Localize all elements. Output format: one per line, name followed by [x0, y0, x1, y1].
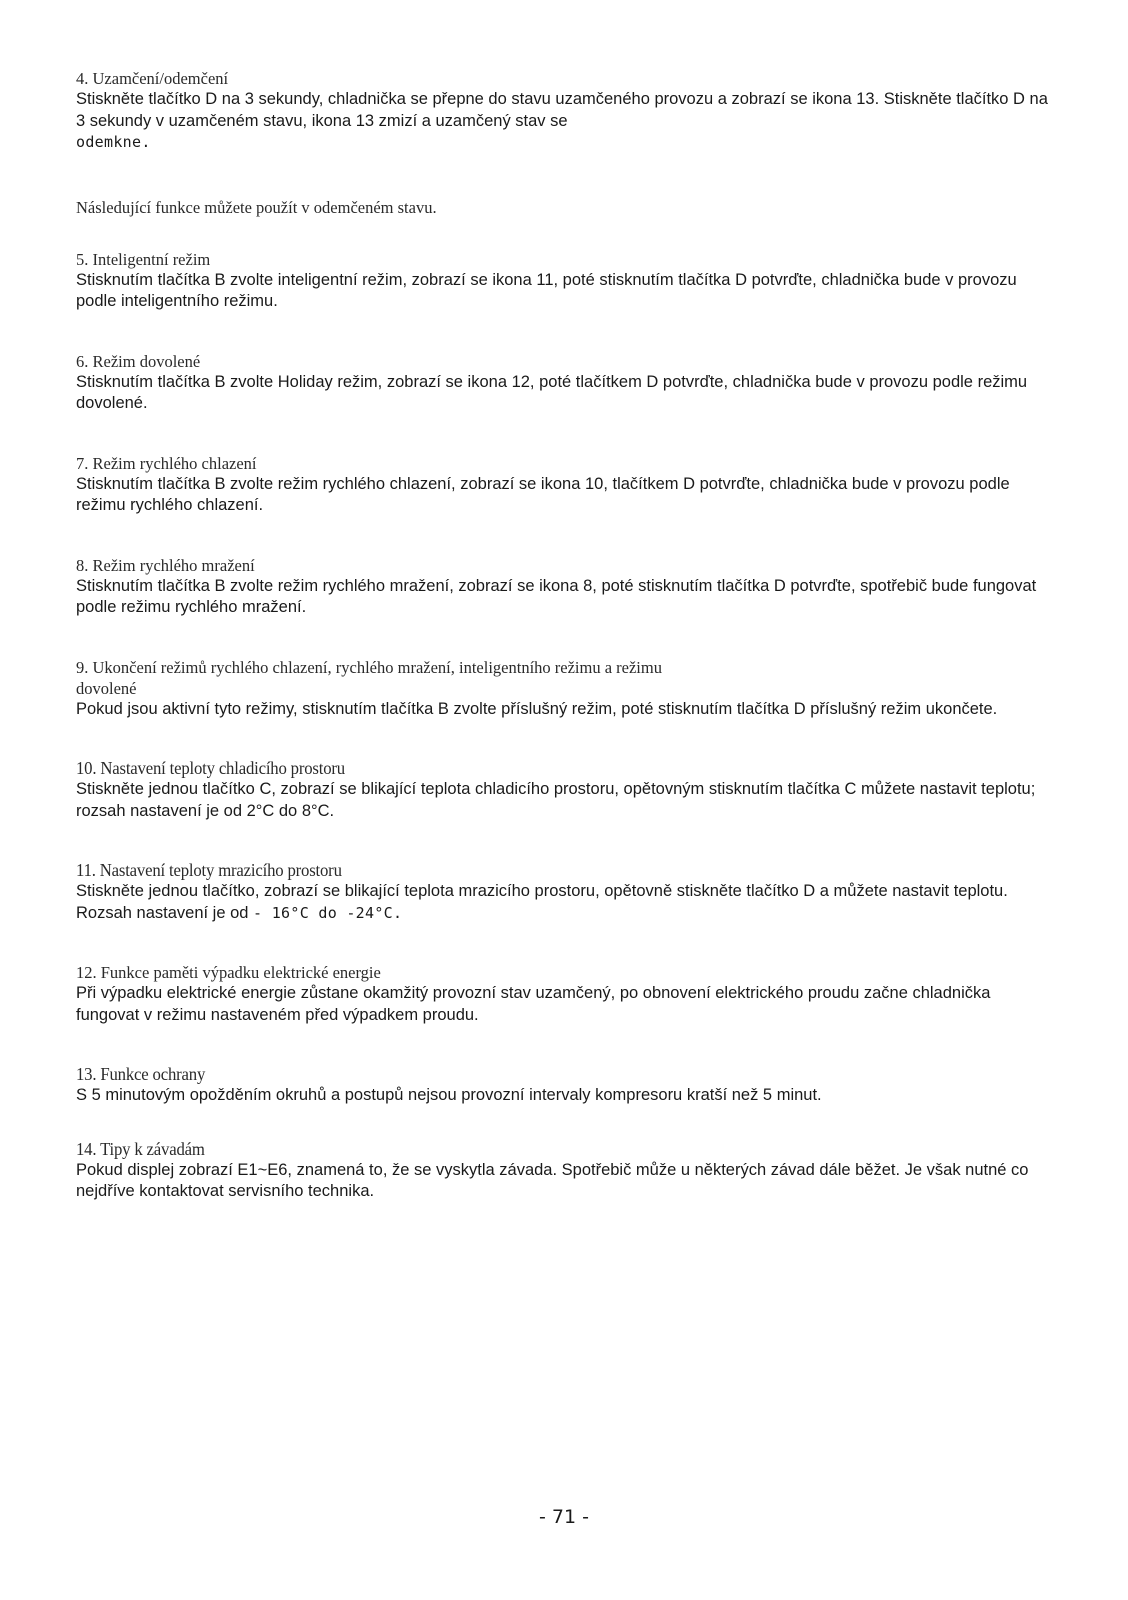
section-exit-modes [76, 657, 1056, 721]
section-body: Pokud displej zobrazí E1~E6, znamená to, že se vyskytla závada. Spotřebič může u některých závad dále běžet. Je však nutné co nejdříve kontaktovat servisního technika. [76, 1160, 1029, 1200]
section-heading: 11. Nastavení teploty mrazicího prostoru [76, 860, 342, 880]
section-heading: 7. Režim rychlého chlazení [76, 453, 257, 473]
section-body-text: Stiskněte tlačítko D na 3 sekundy, chladnička se přepne do stavu uzamčeného provozu a zobrazí se ikona 13. Stiskněte tlačítko D na 3 sekundy v uzamčeném stavu, ikona 13 zmizí a uzamčený stav se [76, 90, 1048, 130]
section-body: S 5 minutovým opožděním okruhů a postupů nejsou provozní intervaly kompresoru kratší než 5 minut. [76, 1086, 822, 1104]
document-page [76, 68, 1056, 1203]
section-body: Stisknutím tlačítka B zvolte režim rychlého mražení, zobrazí se ikona 8, poté stisknutím tlačítka D potvrďte, spotřebič bude fungovat podle režimu rychlého mražení. [76, 576, 1037, 616]
section-heading: 13. Funkce ochrany [76, 1064, 206, 1084]
section-heading: 6. Režim dovolené [76, 351, 201, 371]
section-body-text: Stiskněte jednou tlačítko, zobrazí se blikající teplota mrazicího prostoru, opětovně stiskněte tlačítko D a můžete nastavit teplotu. Rozsah nastavení je od [76, 882, 1008, 922]
section-heading-line2: dovolené [76, 678, 137, 698]
section-note [76, 197, 1056, 218]
section-body: Při výpadku elektrické energie zůstane okamžitý provozní stav uzamčený, po obnovení elektrického proudu začne chladnička fungovat v režimu nastaveném před výpadkem proudu. [76, 984, 991, 1024]
section-body: Stisknutím tlačítka B zvolte inteligentní režim, zobrazí se ikona 11, poté stisknutím tlačítka D potvrďte, chladnička bude v provozu podle inteligentního režimu. [76, 270, 1017, 310]
section-fault-tips [76, 1139, 1056, 1203]
section-body: Stisknutím tlačítka B zvolte režim rychlého chlazení, zobrazí se ikona 10, tlačítkem D potvrďte, chladnička bude v provozu podle režimu rychlého chlazení. [76, 474, 1010, 514]
section-heading: 5. Inteligentní režim [76, 249, 211, 269]
section-body-tail: odemkne. [76, 133, 151, 151]
section-heading: 12. Funkce paměti výpadku elektrické energie [76, 963, 381, 982]
section-body [76, 89, 1056, 154]
section-heading: 8. Režim rychlého mražení [76, 555, 255, 575]
section-power-memory [76, 962, 1056, 1026]
section-body-tail: - 16°C do -24°C. [253, 903, 403, 922]
section-fridge-temperature [76, 758, 1056, 822]
section-body: Stiskněte jednou tlačítko C, zobrazí se blikající teplota chladicího prostoru, opětovným stisknutím tlačítka C můžete nastavit teplotu; rozsah nastavení je od 2°C do 8°C. [76, 780, 1036, 820]
section-holiday-mode [76, 351, 1056, 415]
section-heading: 10. Nastavení teploty chladicího prostoru [76, 758, 345, 778]
unlocked-note: Následující funkce můžete použít v odemčeném stavu. [76, 197, 437, 217]
section-heading: 4. Uzamčení/odemčení [76, 69, 229, 88]
page-number: - 71 - [539, 1506, 589, 1528]
section-protection [76, 1064, 1056, 1107]
section-heading: 14. Tipy k závadám [76, 1138, 205, 1159]
section-intelligent-mode [76, 249, 1056, 313]
section-body [76, 881, 1056, 924]
section-fast-cooling [76, 453, 1056, 517]
section-fast-freezing [76, 555, 1056, 619]
section-heading: 9. Ukončení režimů rychlého chlazení, rychlého mražení, inteligentního režimu a režimu [76, 657, 662, 677]
section-body: Stisknutím tlačítka B zvolte Holiday režim, zobrazí se ikona 12, poté tlačítkem D potvrďte, chladnička bude v provozu podle režimu dovolené. [76, 372, 1028, 412]
section-freezer-temperature [76, 860, 1056, 924]
section-body: Pokud jsou aktivní tyto režimy, stisknutím tlačítka B zvolte příslušný režim, poté stisknutím tlačítka D příslušný režim ukončete. [76, 699, 998, 718]
section-lock-unlock [76, 68, 1056, 154]
